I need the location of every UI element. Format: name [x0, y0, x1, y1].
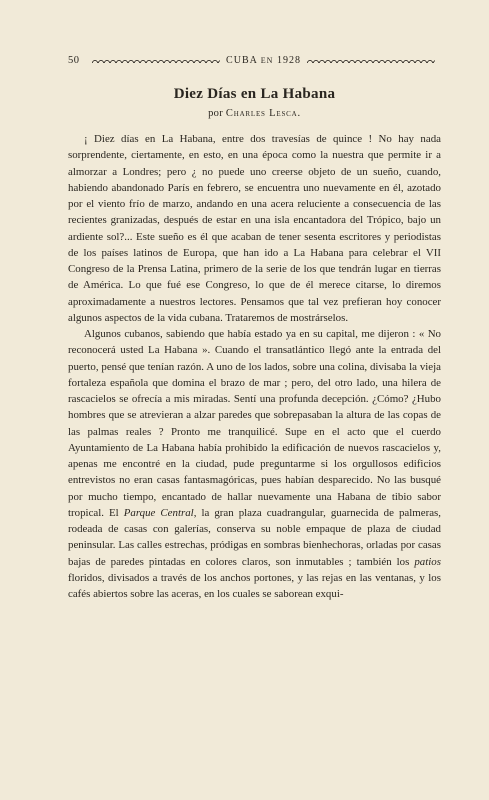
article-title: Diez Días en La Habana — [173, 86, 336, 102]
paragraph-2-part-1: Algunos cubanos, sabiendo que había estado ya en su capital, me dijeron : « No reconocerá usted La Habana ». Cuando el transatlántico llegó ante la entrada del puerto, pensé que tenían razón. A uno de los lados, sobre una colina, divisaba la vieja fortaleza española que domina el brazo de mar ; pero, del otro lado, una hilera de rascacielos se ofrecía a mis miradas. Sentí una profunda decepción. ¿Cómo? ¿Hubo hombres que se atrevieran a alzar paredes que sobrepasaban la altura de las copas de las palmas reales ? Pronto me tranquilicé. Supe en el acto que el cuerdo Ayuntamiento de La Habana había prohibido la edificación de nuevos rascacielos y, apenas me encontré en la ciudad, pude preguntarme si los orgullosos edificios entrevistos no eran casas fantasmagóricas, pues habían desparecido. No las busqué por mucho tiempo, encantado de hallar nuevamente una Habana de tibio sabor tropical. El — [68, 328, 441, 519]
paragraph-2-part-2: , la gran plaza cuadrangular, guarnecida de palmeras, rodeada de casas con galerías, conserva su noble empaque de plaza de ciudad peninsular. Las calles estrechas, pródigas en sombras bienhechoras, orladas por casas bajas de paredes pintadas en colores claros, son inmutables ; también los — [68, 506, 441, 568]
page-number: 50 — [68, 54, 80, 66]
journal-title-suffix: 1928 — [273, 54, 301, 66]
paragraph-2-italic-2: patios — [414, 555, 441, 568]
journal-title-small: EN — [260, 55, 274, 65]
author-name: Charles Lesca. — [225, 108, 301, 119]
journal-title — [226, 55, 301, 66]
decorative-wave-rule-right — [307, 57, 435, 63]
journal-title-prefix: CUBA — [226, 54, 261, 66]
article-byline — [68, 108, 441, 119]
paragraph-2-italic-1: Parque Central — [123, 506, 194, 519]
running-header — [68, 52, 441, 68]
decorative-wave-rule-left — [92, 57, 220, 63]
paragraph-2-part-3: floridos, divisados a través de los anchos portones, y las rejas en las ventanas, y los cafés abiertos sobre las aceras, en los cuales se saborean exqui- — [68, 571, 441, 600]
article-body — [68, 131, 441, 602]
paragraph-2 — [68, 326, 441, 602]
paragraph-1: ¡ Diez días en La Habana, entre dos travesías de quince ! No hay nada sorprendente, ciertamente, en esto, en una época como la nuestra que permite ir a almorzar a Londres; pero ¿ no puede uno creerse objeto de un sueño, cuando, habiendo abandonado París en febrero, se encuentra uno nuevamente en él, azotado por el viento frío de marzo, andando en una acera reluciente a consecuencia de las recientes granizadas, después de estar en una isla encantadora del Trópico, bajo un ardiente sol?... Este sueño es él que acaban de tener sesenta escritores y periodistas de los países latinos de Europa, que han ido a La Habana para celebrar el VII Congreso de la Prensa Latina, primero de la serie de los que tendrán lugar en tierras de América. Lo que fué ese Congreso, lo que de él merece citarse, lo diremos aproximadamente a nuestros lectores. Pensamos que tal vez prefieran hoy conocer algunos aspectos de la vida cubana. Trataremos de mostrárselos. — [68, 133, 441, 324]
byline-prefix: por — [208, 108, 226, 119]
